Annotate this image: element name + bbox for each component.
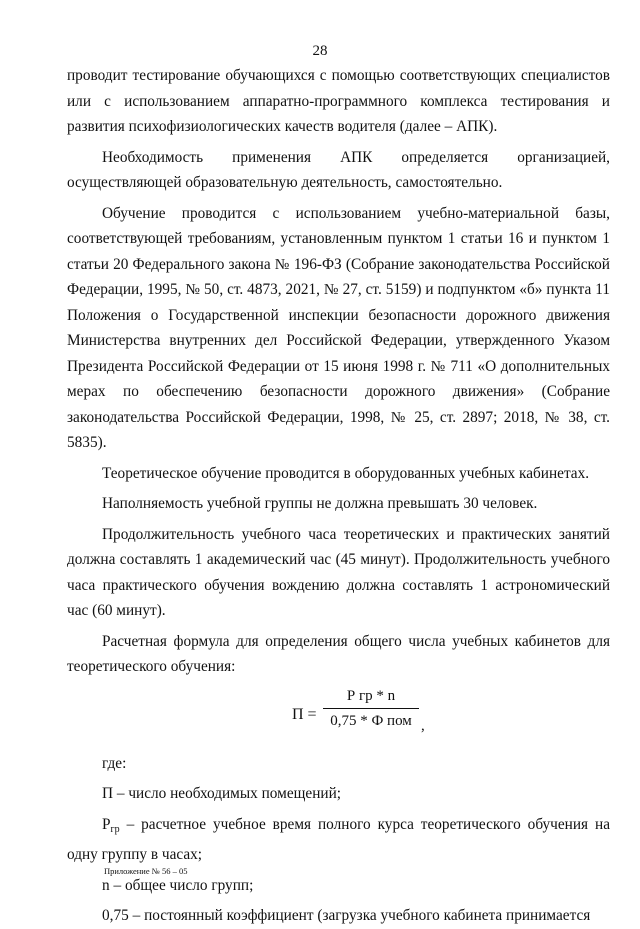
r-subscript: гр xyxy=(110,823,120,835)
document-body xyxy=(67,63,610,929)
paragraph-apk-necessity: Необходимость применения АПК определяется организацией, осуществляющей образовательную деятельность, самостоятельно. xyxy=(67,148,610,191)
definition-coefficient: 0,75 – постоянный коэффициент (загрузка учебного кабинета принимается xyxy=(102,907,591,924)
definition-p: П – число необходимых помещений; xyxy=(102,785,342,802)
classroom-formula xyxy=(67,684,610,746)
fraction-bar xyxy=(323,708,419,709)
paragraph-group-size: Наполняемость учебной группы не должна превышать 30 человек. xyxy=(102,495,538,512)
definition-n: n – общее число групп; xyxy=(102,876,254,894)
definition-r xyxy=(67,812,610,868)
paragraph-training-base: Обучение проводится с использованием учебно-материальной базы, соответствующей требованиям, установленным пунктом 1 статьи 16 и пунктом 1 статьи 20 Федерального закона № 196-ФЗ (Собрание законодательства Российской Федерации, 1995, № 50, ст. 4873, 2021, № 27, ст. 5159) и подпунктом «б» пункта 11 Положения о Государственной инспекции безопасности дорожного движения Министерства внутренних дел Российской Федерации, утвержденного Указом Президента Российской Федерации от 15 июня 1998 г. № 711 «О дополнительных мерах по обеспечению безопасности дорожного движения» (Собрание законодательства Российской Федерации, 1998, № 25, ст. 2897; 2018, № 38, ст. 5835). xyxy=(67,204,610,451)
appendix-footer: Приложение № 56 – 05 xyxy=(104,866,188,876)
r-symbol: Р xyxy=(102,815,111,833)
paragraph-apk-testing: проводит тестирование обучающихся с помощью соответствующих специалистов или с использованием аппаратно-программного комплекса тестирования и развития психофизиологических качеств водителя (далее – АПК). xyxy=(67,67,610,135)
formula-fraction xyxy=(323,686,419,731)
formula-denominator: 0,75 * Ф пом xyxy=(330,712,412,729)
formula-numerator: Р гр * n xyxy=(346,687,396,704)
paragraph-hour-duration: Продолжительность учебного часа теоретических и практических занятий должна составлять 1 академический час (45 минут). Продолжительность учебного часа практического обучения вождению должна составлять 1 астрономический час (60 минут). xyxy=(67,525,610,619)
page-number: 28 xyxy=(312,43,328,59)
paragraph-theory-classrooms: Теоретическое обучение проводится в оборудованных учебных кабинетах. xyxy=(102,464,590,482)
r-definition-text: – расчетное учебное время полного курса теоретического обучения на одну группу в часах; xyxy=(67,815,610,863)
formula-comma: , xyxy=(421,717,425,734)
formula-lhs: П = xyxy=(292,705,317,723)
where-label: где: xyxy=(102,754,127,772)
paragraph-formula-intro: Расчетная формула для определения общего числа учебных кабинетов для теоретического обучения: xyxy=(67,632,610,675)
